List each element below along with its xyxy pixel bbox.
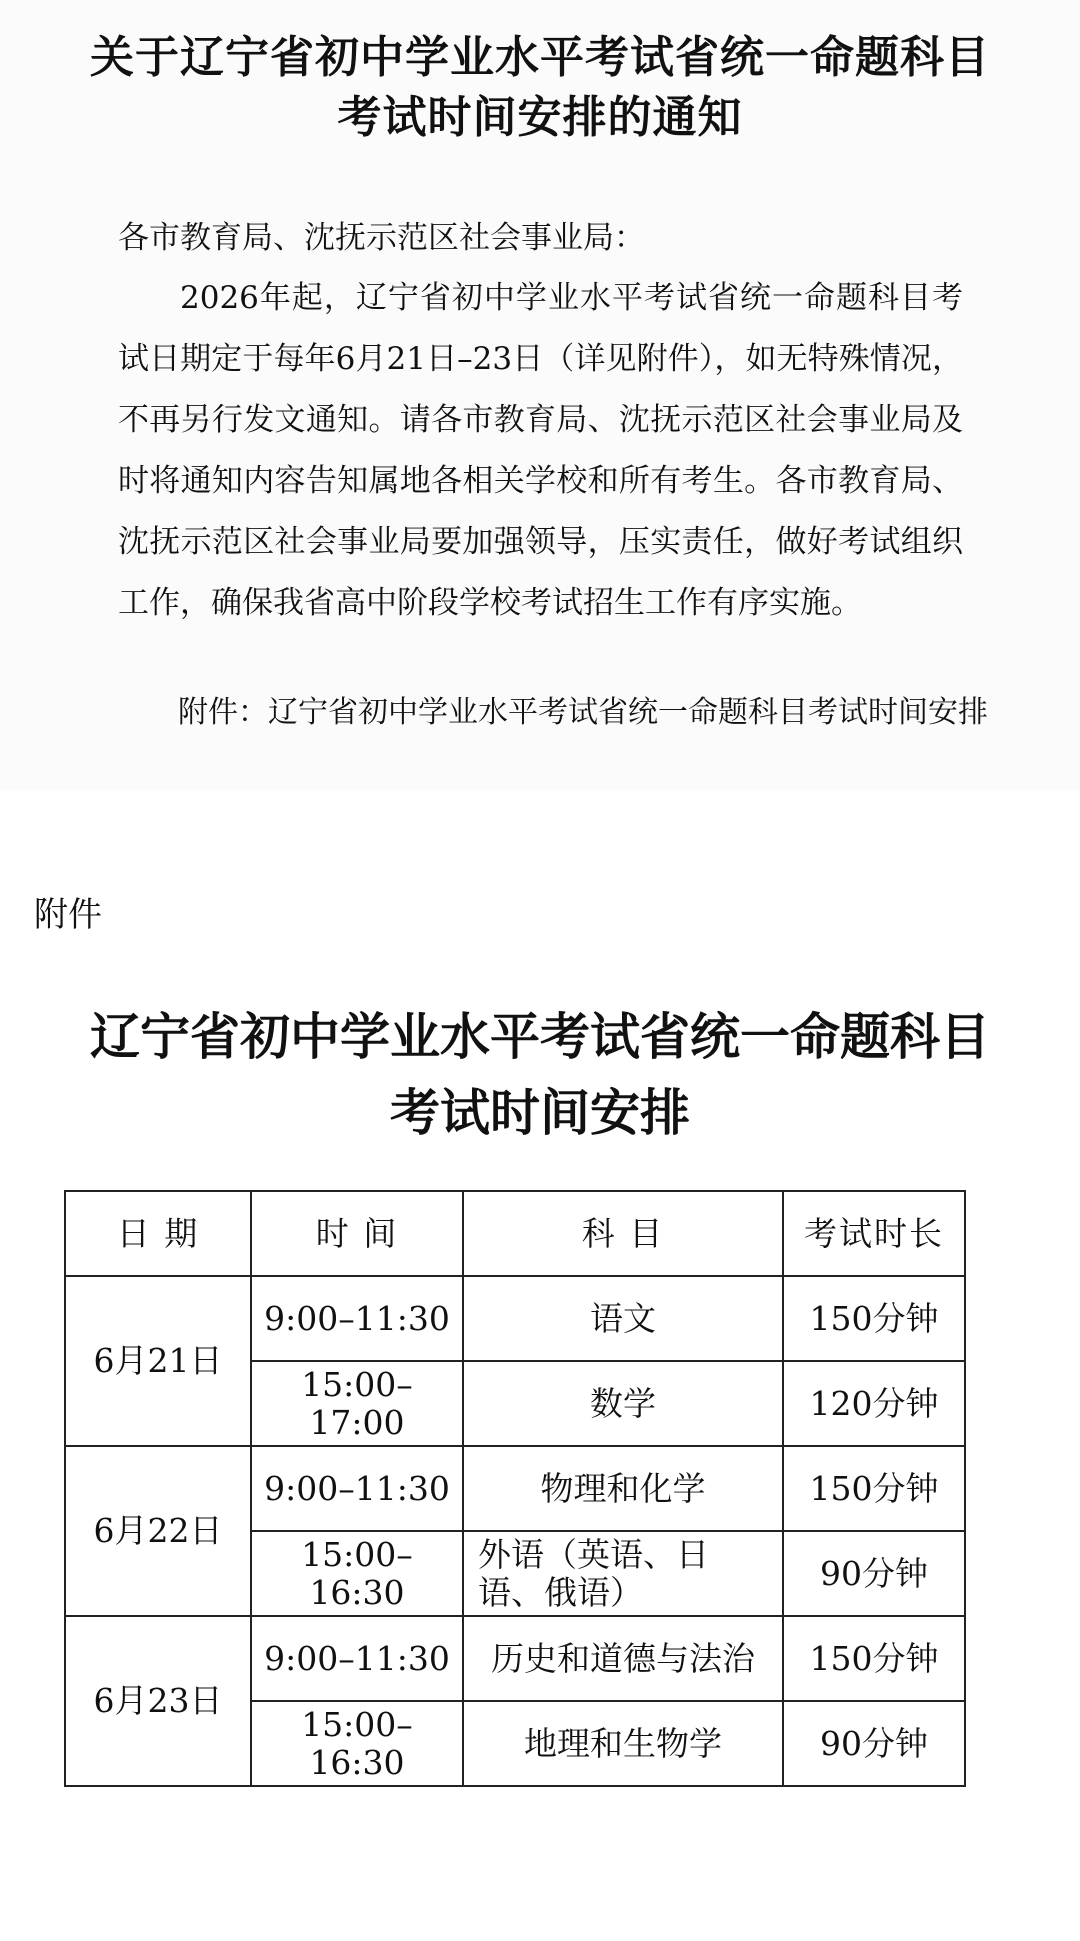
duration-cell: 150分钟 <box>783 1276 965 1361</box>
table-header-row <box>65 1191 965 1276</box>
attachment-label: 附件 <box>34 895 102 935</box>
header-duration: 考试时长 <box>783 1191 965 1276</box>
notice-body: 2026年起，辽宁省初中学业水平考试省统一命题科目考试日期定于每年6月21日–23日（详见附件），如无特殊情况，不再另行发文通知。请各市教育局、沈抚示范区社会事业局及时将通知内容告知属地各相关学校和所有考生。各市教育局、沈抚示范区社会事业局要加强领导，压实责任，做好考试组织工作，确保我省高中阶段学校考试招生工作有序实施。 <box>118 280 963 621</box>
date-cell: 6月23日 <box>65 1616 251 1786</box>
duration-cell: 90分钟 <box>783 1531 965 1616</box>
subject-text: 外语（英语、日语、俄语） <box>478 1534 709 1612</box>
attachment-reference: 附件：辽宁省初中学业水平考试省统一命题科目考试时间安排 <box>178 695 988 730</box>
exam-schedule-table <box>64 1190 966 1787</box>
time-cell: 15:00–17:00 <box>251 1361 463 1446</box>
notice-title-line1: 关于辽宁省初中学业水平考试省统一命题科目 <box>90 32 990 83</box>
table-row <box>65 1446 965 1531</box>
time-cell: 9:00–11:30 <box>251 1616 463 1701</box>
table-row <box>65 1616 965 1701</box>
duration-cell: 90分钟 <box>783 1701 965 1786</box>
schedule-title-line1: 辽宁省初中学业水平考试省统一命题科目 <box>90 1008 990 1066</box>
table-row <box>65 1276 965 1361</box>
header-subject: 科 目 <box>463 1191 783 1276</box>
duration-cell: 150分钟 <box>783 1446 965 1531</box>
time-cell: 9:00–11:30 <box>251 1276 463 1361</box>
subject-cell: 数学 <box>463 1361 783 1446</box>
duration-cell: 150分钟 <box>783 1616 965 1701</box>
subject-cell: 历史和道德与法治 <box>463 1616 783 1701</box>
duration-cell: 120分钟 <box>783 1361 965 1446</box>
subject-cell <box>463 1531 783 1616</box>
schedule-title-line2: 考试时间安排 <box>390 1084 690 1142</box>
date-cell: 6月21日 <box>65 1276 251 1446</box>
salutation: 各市教育局、沈抚示范区社会事业局： <box>118 220 645 256</box>
header-time: 时 间 <box>251 1191 463 1276</box>
time-cell: 15:00–16:30 <box>251 1531 463 1616</box>
date-cell: 6月22日 <box>65 1446 251 1616</box>
header-date: 日 期 <box>65 1191 251 1276</box>
subject-cell: 地理和生物学 <box>463 1701 783 1786</box>
notice-title-line2: 考试时间安排的通知 <box>337 92 743 143</box>
subject-cell: 物理和化学 <box>463 1446 783 1531</box>
time-cell: 15:00–16:30 <box>251 1701 463 1786</box>
subject-cell: 语文 <box>463 1276 783 1361</box>
notice-page <box>0 0 1080 790</box>
time-cell: 9:00–11:30 <box>251 1446 463 1531</box>
